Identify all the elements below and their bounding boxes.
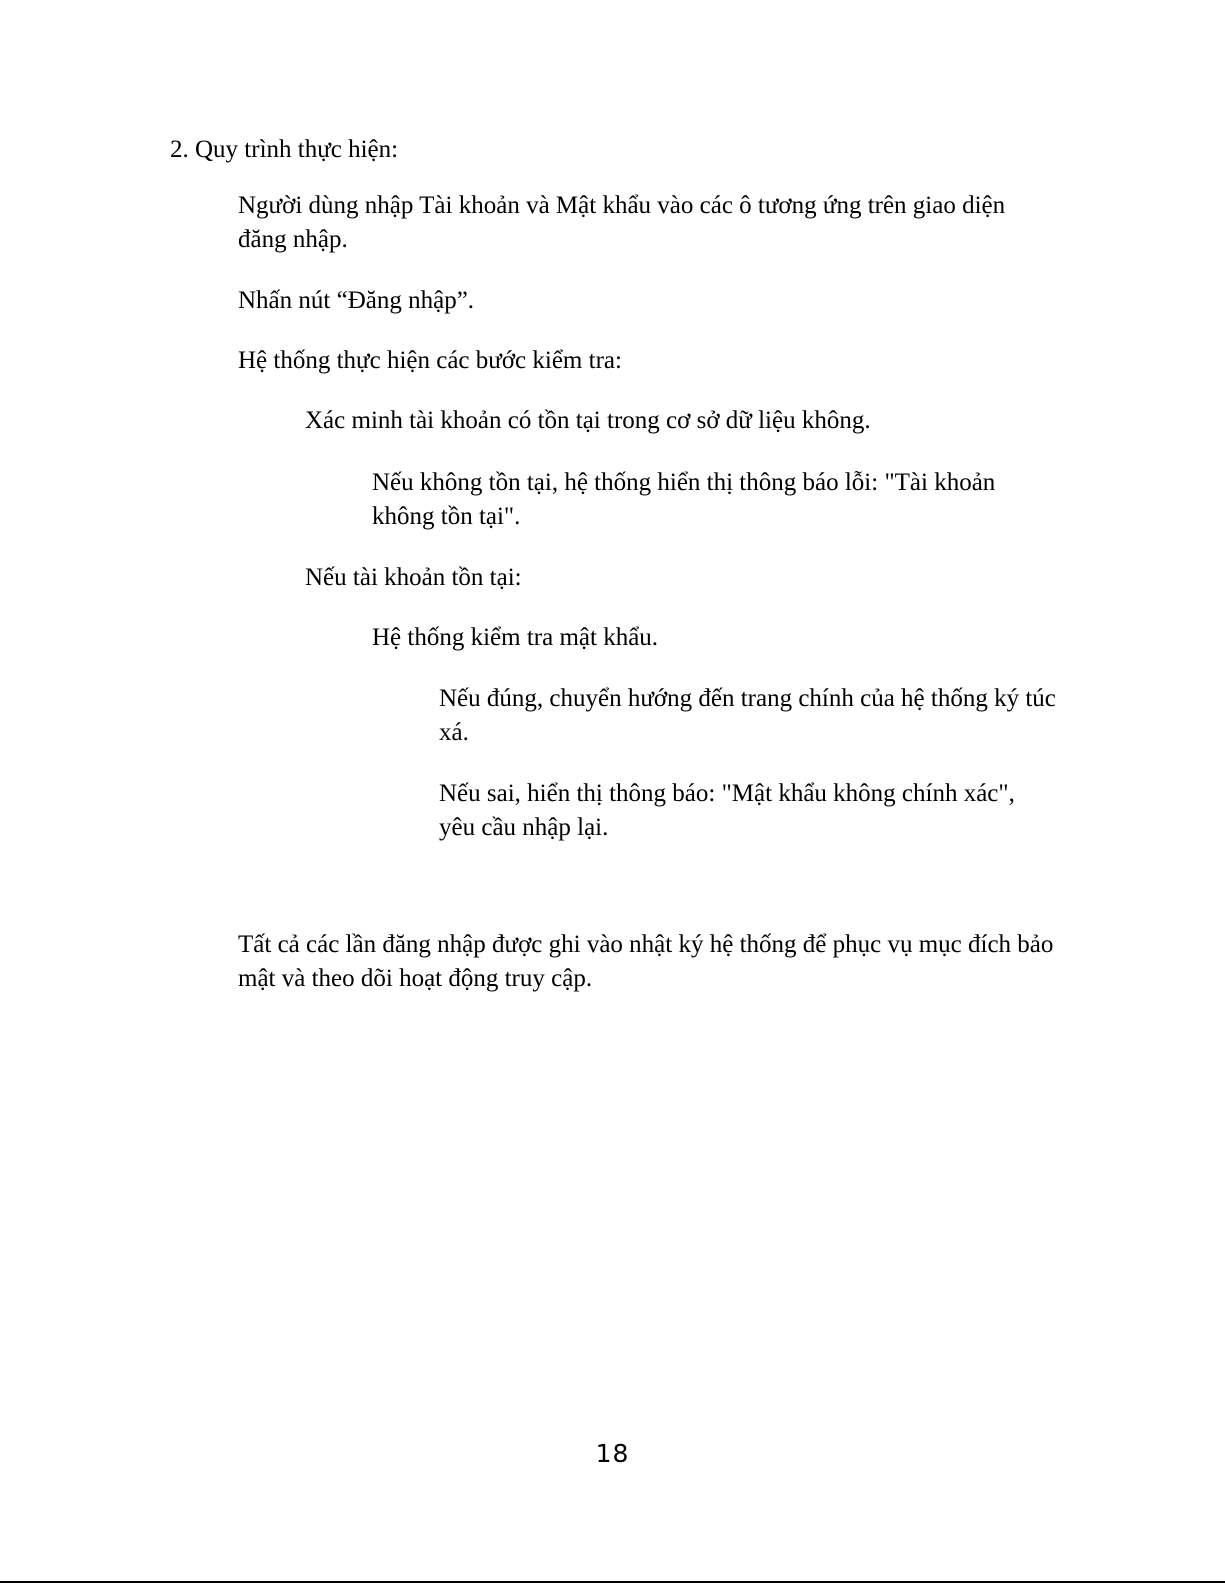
account-missing-error: Nếu không tồn tại, hệ thống hiển thị thông báo lỗi: "Tài khoản không tồn tại". (372, 469, 996, 530)
section-heading: 2. Quy trình thực hiện: (170, 136, 399, 163)
page-number: 18 (595, 1439, 630, 1468)
logging-note: Tất cả các lần đăng nhập được ghi vào nhật ký hệ thống để phục vụ mục đích bảo mật và theo dõi hoạt động truy cập. (238, 931, 1054, 992)
account-exists-branch: Nếu tài khoản tồn tại: (305, 564, 522, 591)
page-bottom-divider (0, 1581, 1225, 1583)
password-correct-redirect: Nếu đúng, chuyển hướng đến trang chính của hệ thống ký túc xá. (439, 685, 1056, 746)
step-enter-credentials: Người dùng nhập Tài khoản và Mật khẩu vào các ô tương ứng trên giao diện đăng nhập. (238, 192, 1006, 253)
check-password: Hệ thống kiểm tra mật khẩu. (372, 624, 659, 651)
password-wrong-error: Nếu sai, hiển thị thông báo: "Mật khẩu không chính xác", yêu cầu nhập lại. (439, 780, 1015, 841)
check-account-exists: Xác minh tài khoản có tồn tại trong cơ sở dữ liệu không. (305, 407, 871, 434)
step-system-checks: Hệ thống thực hiện các bước kiểm tra: (238, 347, 622, 374)
step-click-login: Nhấn nút “Đăng nhập”. (238, 287, 475, 314)
